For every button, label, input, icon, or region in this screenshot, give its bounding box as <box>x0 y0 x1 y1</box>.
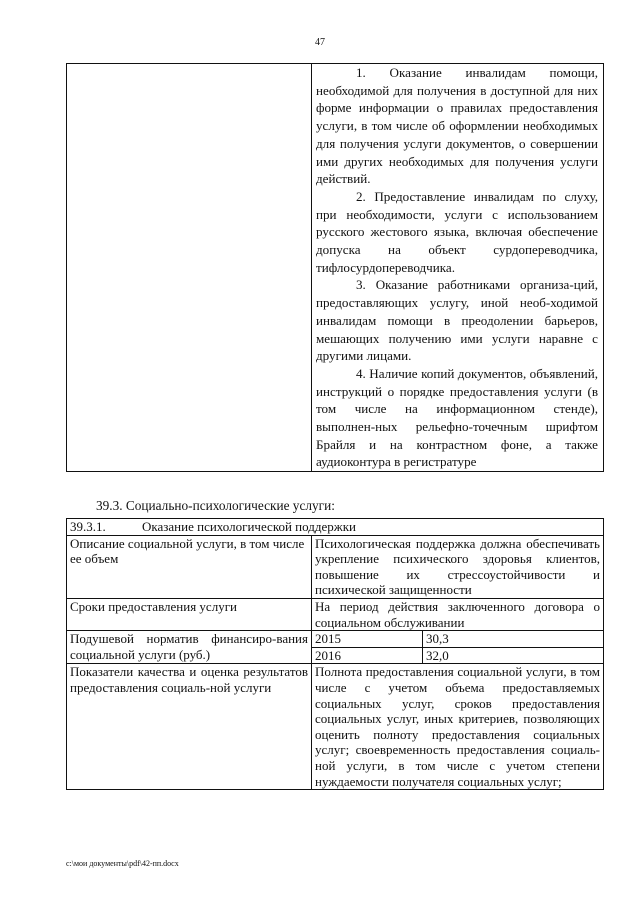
norm-year: 2016 <box>312 647 423 664</box>
service-code: 39.3.1. <box>70 519 106 534</box>
section-heading: 39.3. Социально-психологические услуги: <box>96 498 335 513</box>
quality-value: Полнота предоставления социальной услуги, в том числе с учетом объема предоставляемых социальных услуг, сроков предоставления социальных услуг, иных критериев, позволяющих оценить полноту предоставления социальных услуг; своевременность предоставления социаль-ной услуги, в том числе с учетом степени нуждаемости получателя социальных услуг; <box>312 664 604 790</box>
list-item: 2. Предоставление инвалидам по слуху, при необходимости, услуги с использованием русского жестового языка, включая обеспечение допуска на объект сурдопереводчика, тифлосурдопереводчика. <box>316 188 598 275</box>
norm-label: Подушевой норматив финансиро-вания социальной услуги (руб.) <box>67 631 312 664</box>
list-item: 4. Наличие копий документов, объявлений, инструкций о порядке предоставления услуги (в том числе на информационном стенде), выполнен-ных рельефно-точечным шрифтом Брайля и на контрастном фоне, а также аудиоконтура в регистратуре <box>316 365 598 470</box>
empty-cell <box>67 64 312 472</box>
page-number: 47 <box>315 37 325 48</box>
accessibility-table <box>66 63 604 472</box>
table-row <box>67 64 604 472</box>
norm-year: 2015 <box>312 631 423 648</box>
service-title: Оказание психологической поддержки <box>142 519 357 534</box>
description-value: Психологическая поддержка должна обеспечивать укрепление психического здоровья клиентов, повышение их стрессоустойчивости и психической защищенности <box>312 535 604 598</box>
table-row <box>67 535 604 598</box>
table-row <box>67 631 604 648</box>
norm-value: 32,0 <box>423 647 604 664</box>
table-row <box>67 519 604 536</box>
accessibility-measures-cell <box>312 64 604 472</box>
service-table <box>66 518 604 790</box>
list-item: 3. Оказание работниками организа-ций, предоставляющих услугу, иной необ-ходимой инвалидам помощи в преодолении барьеров, мешающих получению ими услуги наравне с другими лицами. <box>316 277 598 364</box>
terms-value: На период действия заключенного договора о социальном обслуживании <box>312 598 604 630</box>
service-title-cell <box>67 519 604 536</box>
terms-label: Сроки предоставления услуги <box>67 598 312 630</box>
description-label: Описание социальной услуги, в том числе ее объем <box>67 535 312 598</box>
table-row <box>67 664 604 790</box>
table-row <box>67 598 604 630</box>
norm-value: 30,3 <box>423 631 604 648</box>
list-item: 1. Оказание инвалидам помощи, необходимой для получения в доступной для них форме информации о правилах предоставления услуги, в том числе об оформлении необходимых для получения услуги документов, о совершении ими других необходимых для получения услуги действий. <box>316 65 598 187</box>
quality-label: Показатели качества и оценка результатов предоставления социаль-ной услуги <box>67 664 312 790</box>
file-path-footer: c:\мои документы\pdf\42-пп.docx <box>66 859 179 868</box>
